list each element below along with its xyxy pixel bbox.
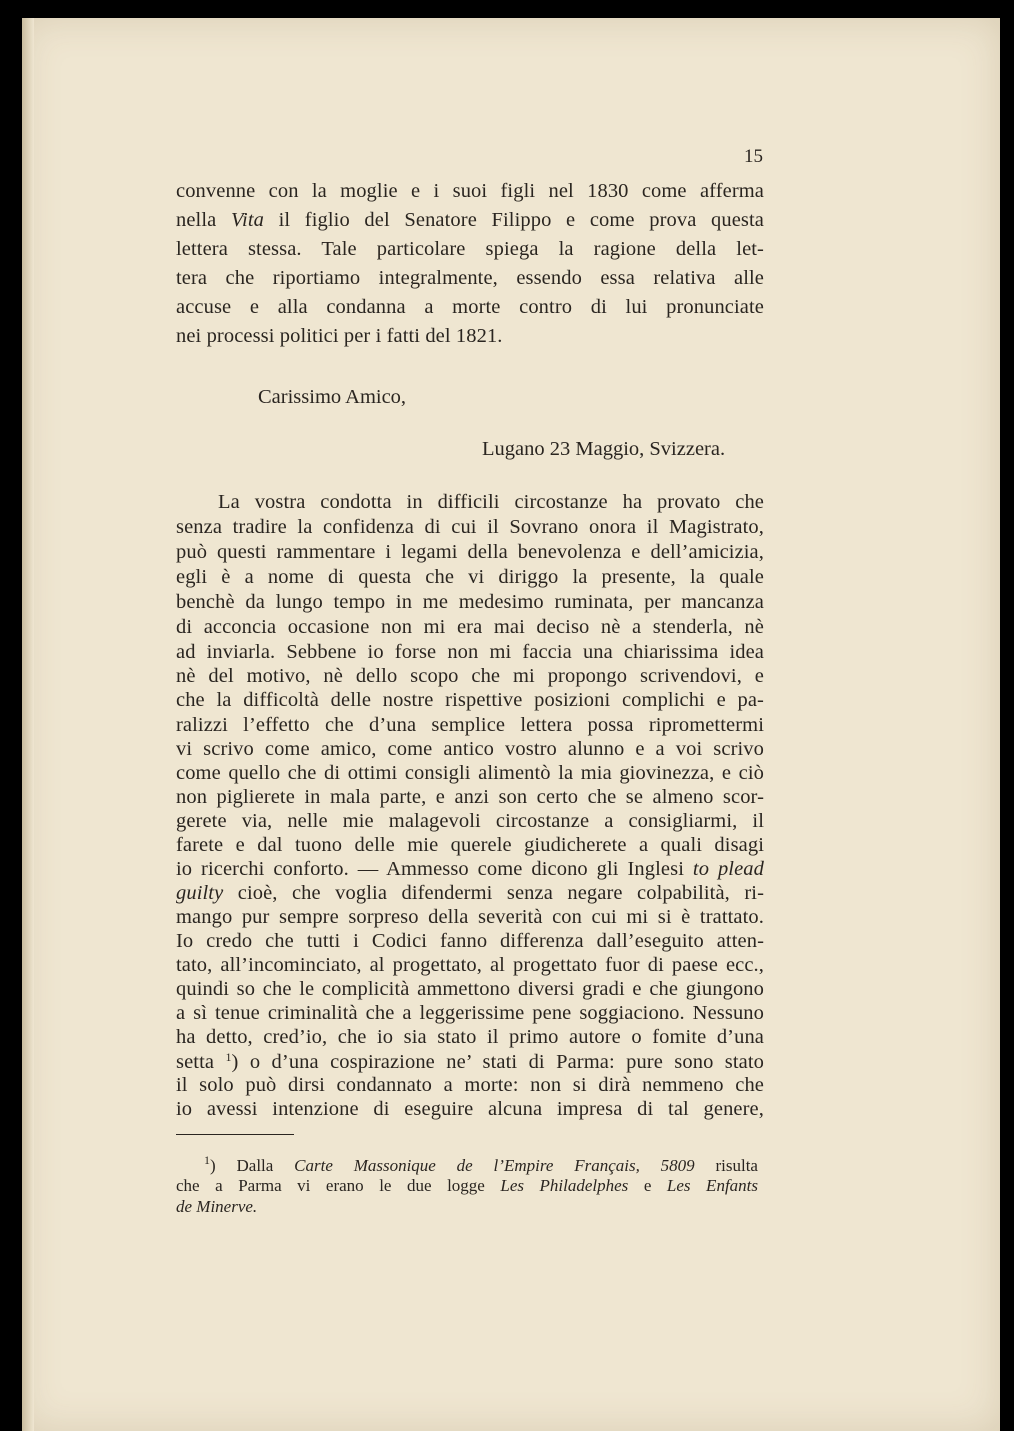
letter-line: gerete via, nelle mie malagevoli circostanze a consigliarmi, il <box>176 810 764 832</box>
letter-salutation: Carissimo Amico, <box>258 386 407 408</box>
letter-line: può questi rammentare i legami della benevolenza e dell’amicizia, <box>176 541 764 563</box>
letter-line: non piglierete in mala parte, e anzi son certo che se almeno scor- <box>176 786 764 808</box>
letter-line <box>176 858 764 881</box>
letter-line: farete e dal tuono delle mie querele giudicherete a quali disagi <box>176 834 764 856</box>
intro-line: accuse e alla condanna a morte contro di lui pronunciate <box>176 296 764 318</box>
footnote-line <box>176 1176 758 1196</box>
letter-line: il solo può dirsi condannato a morte: non si dirà nemmeno che <box>176 1074 764 1096</box>
letter-line: mango pur sempre sorpreso della severità con cui mi si è trattato. <box>176 906 764 928</box>
intro-italic-vita: Vita <box>230 209 264 231</box>
letter-line: di acconcia occasione non mi era mai deciso nè a stenderla, nè <box>176 616 764 638</box>
letter-line: La vostra condotta in difficili circostanze ha provato che <box>218 491 764 513</box>
footnote-text: ) Dalla <box>210 1156 295 1175</box>
page-number: 15 <box>744 146 763 167</box>
letter-italic-phrase: guilty <box>176 882 224 904</box>
letter-line: che la difficoltà delle nostre rispettive posizioni complichi e pa- <box>176 689 764 711</box>
footnote-text: risulta <box>694 1156 758 1175</box>
footnote-line <box>204 1153 758 1176</box>
intro-text: il figlio del Senatore Filippo e come prova questa <box>264 209 764 231</box>
letter-text: setta <box>176 1051 226 1073</box>
letter-line: ralizzi l’effetto che d’una semplice lettera possa ripromettermi <box>176 714 764 736</box>
letter-line: Io credo che tutti i Codici fanno differenza dall’eseguito atten- <box>176 930 764 952</box>
footnote-italic-title: Carte Massonique de l’Empire Français, 5809 <box>294 1156 695 1175</box>
page-gutter-shadow <box>22 18 34 1431</box>
letter-line: nè del motivo, nè dello scopo che mi propongo scrivendovi, e <box>176 665 764 687</box>
letter-line: senza tradire la confidenza di cui il Sovrano onora il Magistrato, <box>176 516 764 538</box>
letter-dateline: Lugano 23 Maggio, Svizzera. <box>482 438 726 460</box>
footnote-text: che a Parma vi erano le due logge <box>176 1176 501 1195</box>
letter-line: io avessi intenzione di eseguire alcuna impresa di tal genere, <box>176 1098 764 1120</box>
letter-line: ha detto, cred’io, che io sia stato il primo autore o fomite d’una <box>176 1026 764 1048</box>
letter-text: cioè, che voglia difendermi senza negare colpabilità, ri- <box>223 882 764 904</box>
footnote-italic-lodge: de Minerve. <box>176 1197 258 1216</box>
intro-line: convenne con la moglie e i suoi figli nel 1830 come afferma <box>176 180 764 202</box>
footnote-italic-lodge: Les Enfants <box>666 1176 758 1195</box>
letter-line: benchè da lungo tempo in me medesimo ruminata, per mancanza <box>176 591 764 613</box>
intro-line: nei processi politici per i fatti del 1821. <box>176 325 503 347</box>
footnote-text: e <box>628 1176 667 1195</box>
letter-line <box>176 882 764 905</box>
footnote-line <box>176 1197 758 1217</box>
footnote-italic-lodge: Les Philadelphes <box>500 1176 629 1195</box>
letter-line: come quello che di ottimi consigli alimentò la mia giovinezza, e ciò <box>176 762 764 784</box>
letter-line: a sì tenue criminalità che a leggerissime pene soggiaciono. Nessuno <box>176 1002 764 1024</box>
letter-italic-phrase: to plead <box>692 858 764 880</box>
letter-text: ) o d’una cospirazione ne’ stati di Parma: pure sono stato <box>231 1051 765 1073</box>
letter-line: egli è a nome di questa che vi diriggo la presente, la quale <box>176 566 764 588</box>
footnote-reference: 1 <box>225 1050 232 1064</box>
letter-text: io ricerchi conforto. — Ammesso come dicono gli Inglesi <box>176 858 693 880</box>
letter-line: tato, all’incominciato, al progettato, al progettato fuor di paese ecc., <box>176 954 764 976</box>
intro-line <box>176 209 764 232</box>
letter-line: ad inviarla. Sebbene io forse non mi faccia una chiarissima idea <box>176 641 764 663</box>
footnote-mark: 1 <box>204 1153 210 1167</box>
letter-line: vi scrivo come amico, come antico vostro alunno e a voi scrivo <box>176 738 764 760</box>
letter-line: quindi so che le complicità ammettono diversi gradi e che giungono <box>176 978 764 1000</box>
intro-line: tera che riportiamo integralmente, essendo essa relativa alle <box>176 267 764 289</box>
footnote-rule <box>176 1134 294 1135</box>
intro-text: nella <box>176 209 231 231</box>
intro-line: lettera stessa. Tale particolare spiega la ragione della let- <box>176 238 764 260</box>
letter-line <box>176 1050 764 1074</box>
